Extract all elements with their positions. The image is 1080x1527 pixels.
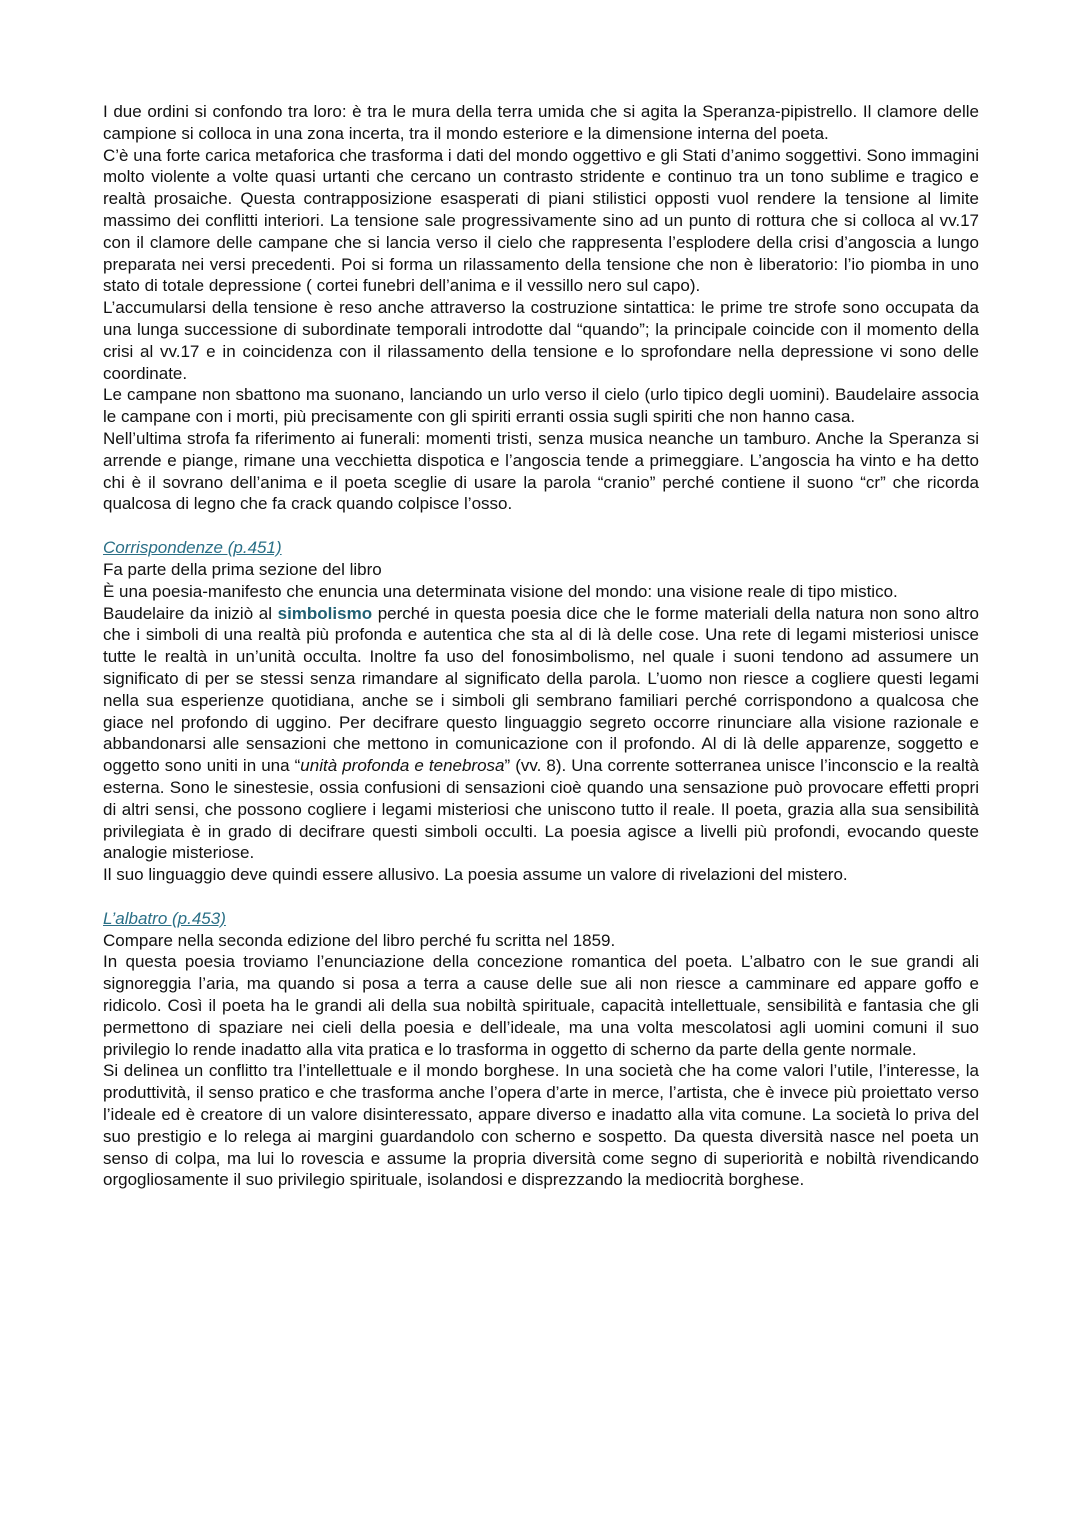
paragraph: C’è una forte carica metaforica che trasforma i dati del mondo oggettivo e gli Stati d’animo soggettivi. Sono immagini molto violente a volte quasi urtanti che cercano un contrasto stridente e continuo tra un tono sublime e tragico e realtà prosaiche. Questa contrapposizione esasperati di piani stilistici opposti vuol rendere la tensione al limite massimo dei conflitti interiori. La tensione sale progressivamente sino ad un punto di rottura che si colloca al vv.17 con il clamore delle campane che si lancia verso il cielo che rappresenta l’esplodere della crisi d’angoscia a lungo preparata nei versi precedenti. Poi si forma un rilassamento della tensione che non è liberatorio: l’io piomba in uno stato di totale depressione ( cortei funebri dell’anima e il vessillo nero sul capo). [103, 145, 979, 296]
section-corrispondenze [103, 537, 979, 886]
text-run: ” (vv. 8). Una corrente sotterranea unisce l’inconscio e la realtà esterna. Sono le sinestesie, ossia confusioni di sensazioni cioè quando una sensazione può provocare effetti propri di altri sensi, che possono cogliere i legami misteriosi che uniscono tutto il reale. Il poeta, grazia alla sua sensibilità privilegiata è in grado di decifrare questi simboli occulti. La poesia agisce a livelli più profondi, evocando queste analogie misteriose. [103, 756, 979, 863]
paragraph [103, 603, 979, 865]
section-heading-corrispondenze: Corrispondenze (p.451) [103, 538, 282, 558]
highlighted-term: simbolismo [277, 603, 373, 623]
text-run: perché in questa poesia dice che le forme materiali della natura non sono altro che i simboli di una realtà più profonda e autentica che sta al di là delle cose. Una rete di legami misteriosi unisce tutte le realtà in un’unità occulta. Inoltre fa uso del fonosimbolismo, nel quale i suoni tendono ad assumere un significato di per se stessi senza rimandare al significato della parola. L’uomo non riesce a cogliere questi legami nella sua esperienze quotidiana, anche se i simboli gli sembrano familiari perché corrispondono a qualcosa che giace nel profondo di uggino. Per decifrare questo linguaggio segreto occorre rinunciare alla visione razionale e abbandonarsi alle sensazioni che mettono in comunicazione con il profondo. Al di là delle apparenze, soggetto e oggetto sono uniti in una “ [103, 603, 979, 776]
text-run: Baudelaire da iniziò al [103, 603, 278, 623]
paragraph: Fa parte della prima sezione del libro [103, 559, 382, 579]
section-heading-albatro: L’albatro (p.453) [103, 908, 226, 928]
paragraph: In questa poesia troviamo l’enunciazione della concezione romantica del poeta. L’albatro con le sue grandi ali signoreggia l’aria, ma quando si posa a terra a cause delle sue ali non riesce a camminare ed appare goffo e ridicolo. Così il poeta ha le grandi ali della sua nobiltà spirituale, capacità intellettuale, sensibilità e fantasia che gli permettono di spaziare nei cieli della poesia e dell’ideale, ma una volta mescolatosi agli uomini comuni il suo privilegio lo rende inadatto alla vita pratica e lo trasforma in oggetto di scherno da parte della gente normale. [103, 952, 979, 1059]
section-campane-analysis [103, 101, 979, 515]
paragraph: È una poesia-manifesto che enuncia una determinata visione del mondo: una visione reale di tipo mistico. [103, 581, 898, 601]
paragraph: Nell’ultima strofa fa riferimento ai funerali: momenti tristi, senza musica neanche un tamburo. Anche la Speranza si arrende e piange, rimane una vecchietta dispotica e l’angoscia tende a primeggiare. L’angoscia ha vinto e ha detto chi è il sovrano dell’anima e il poeta sceglie di usare la parola “cranio” perché contiene il suono “cr” che ricorda qualcosa di legno che fa crack quando colpisce l’osso. [103, 428, 979, 514]
paragraph: Si delinea un conflitto tra l’intellettuale e il mondo borghese. In una società che ha come valori l’utile, l’interesse, la produttività, il senso pratico e che trasforma anche l’opera d’arte in merce, l’artista, che è invece più proiettato verso l’ideale ed è creatore di un valore disinteressato, appare diverso e inadatto alla vita comune. La società lo priva del suo prestigio e lo relega ai margini guardandolo con scherno e sospetto. Da questa diversità nasce nel poeta un senso di colpa, ma lui lo rovescia e assume la propria diversità come segno di superiorità e nobiltà rivendicando orgogliosamente il suo privilegio spirituale, isolandosi e disprezzando la mediocrità borghese. [103, 1061, 979, 1190]
paragraph: Compare nella seconda edizione del libro perché fu scritta nel 1859. [103, 930, 616, 950]
italic-quote: unità profonda e tenebrosa [300, 756, 505, 776]
paragraph: I due ordini si confondo tra loro: è tra le mura della terra umida che si agita la Speranza-pipistrello. Il clamore delle campione si colloca in una zona incerta, tra il mondo esteriore e la dimensione interna del poeta. [103, 102, 979, 143]
paragraph: L’accumularsi della tensione è reso anche attraverso la costruzione sintattica: le prime tre strofe sono occupata da una lunga successione di subordinate temporali introdotte dal “quando”; la principale coincide con il momento della crisi al vv.17 e in coincidenza con il rilassamento della tensione e lo sprofondare nella depressione vi sono delle coordinate. [103, 298, 979, 383]
paragraph: Le campane non sbattono ma suonano, lanciando un urlo verso il cielo (urlo tipico degli uomini). Baudelaire associa le campane con i morti, più precisamente con gli spiriti erranti ossia sugli spiriti che non hanno casa. [103, 385, 979, 427]
document-page [103, 101, 979, 1191]
paragraph: Il suo linguaggio deve quindi essere allusivo. La poesia assume un valore di rivelazioni del mistero. [103, 865, 848, 885]
section-albatro [103, 908, 979, 1191]
